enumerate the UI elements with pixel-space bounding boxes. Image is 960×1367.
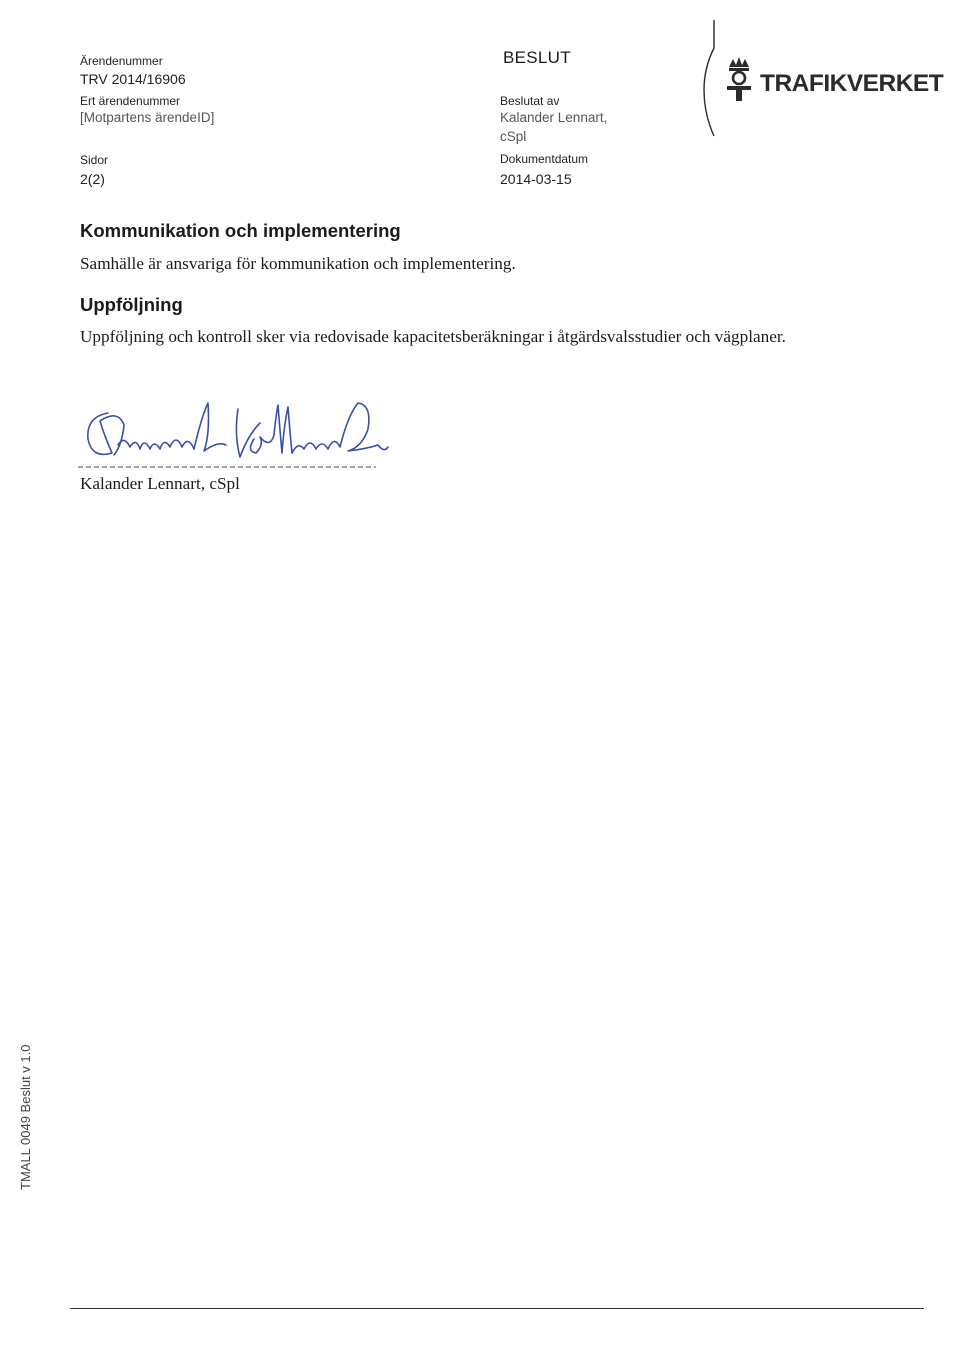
decided-by-label: Beslutat av [500, 94, 560, 108]
document-type: BESLUT [503, 48, 571, 67]
template-id: TMALL 0049 Beslut v 1.0 [18, 1044, 33, 1190]
signer-name: Kalander Lennart, cSpl [80, 474, 240, 493]
handwritten-signature [78, 395, 400, 473]
your-case-number-label: Ert ärendenummer [80, 94, 181, 108]
decided-by-unit: cSpl [500, 129, 527, 144]
decided-by-name: Kalander Lennart, [500, 110, 608, 125]
footer-divider [70, 1308, 924, 1309]
case-number-label: Ärendenummer [80, 54, 163, 68]
your-case-number: [Motpartens ärendeID] [80, 110, 215, 125]
trafikverket-logo-text: TRAFIKVERKET [760, 70, 944, 97]
document-date: 2014-03-15 [500, 171, 572, 187]
pages-value: 2(2) [80, 171, 105, 187]
crown-logo-icon [724, 55, 754, 103]
section-text-followup: Uppföljning och kontroll sker via redovisade kapacitetsberäkningar i åtgärdsvalsstudier och vägplaner. [80, 327, 786, 346]
section-text-communication: Samhälle är ansvariga för kommunikation och implementering. [80, 254, 516, 273]
document-date-label: Dokumentdatum [500, 152, 589, 166]
section-heading-followup: Uppföljning [80, 294, 183, 315]
section-heading-communication: Kommunikation och implementering [80, 220, 401, 241]
pages-label: Sidor [80, 153, 109, 167]
case-number: TRV 2014/16906 [80, 71, 186, 87]
